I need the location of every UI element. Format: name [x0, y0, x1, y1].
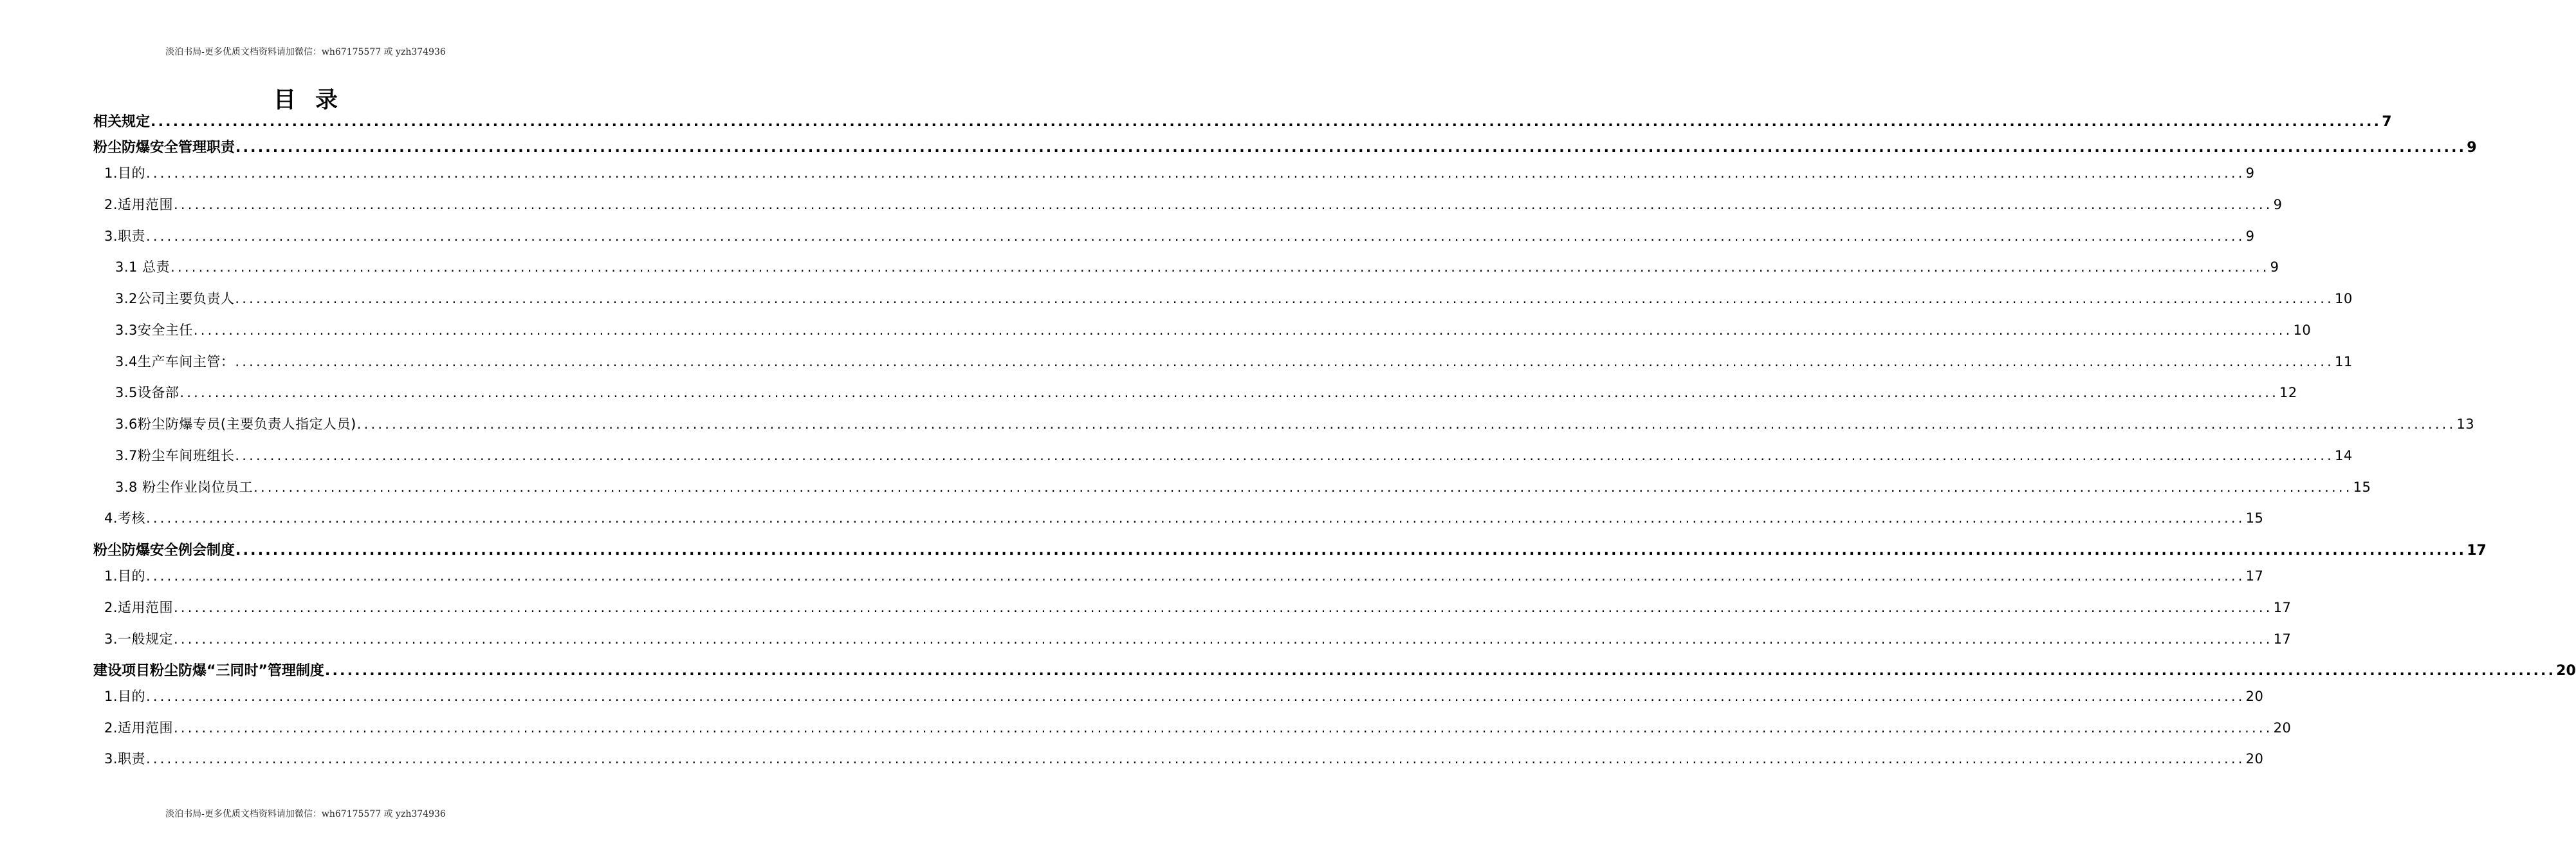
toc-entry-title: 2.适用范围: [104, 720, 174, 736]
toc-entry[interactable]: [115, 288, 2353, 314]
toc-entry[interactable]: [104, 508, 2264, 534]
toc-entry-title: 3.一般规定: [104, 631, 174, 647]
toc-entry[interactable]: [93, 111, 2392, 136]
toc-dot-leader: ............................................................................................................................................................................................................................................................................................................: [146, 165, 2245, 181]
toc-dot-leader: ............................................................................................................................................................................................................................................................................................................: [174, 720, 2273, 736]
toc-entry-title: 3.2公司主要负责人: [115, 291, 235, 306]
toc-entry-page-number: 7: [2382, 114, 2392, 130]
toc-dot-leader: ............................................................................................................................................................................................................................................................................................................: [146, 228, 2245, 244]
toc-dot-leader: ............................................................................................................................................................................................................................................................................................................: [174, 631, 2273, 647]
toc-entry-page-number: 20: [2556, 663, 2576, 679]
toc-entry-title: 相关规定: [93, 114, 151, 130]
toc-entry[interactable]: [104, 226, 2255, 252]
toc-dot-leader: ............................................................................................................................................................................................................................................................................................................: [170, 259, 2270, 275]
toc-entry-title: 3.3安全主任: [115, 322, 193, 338]
toc-entry-page-number: 12: [2279, 385, 2297, 400]
toc-entry[interactable]: [93, 539, 2487, 565]
toc-entry-title: 3.8 粉尘作业岗位员工: [115, 479, 253, 495]
toc-dot-leader: ............................................................................................................................................................................................................................................................................................................: [235, 543, 2467, 559]
toc-entry-title: 粉尘防爆安全管理职责: [93, 140, 235, 156]
toc-entry-title: 4.考核: [104, 510, 146, 526]
toc-entry[interactable]: [115, 351, 2353, 377]
toc-entry-title: 1.目的: [104, 689, 146, 704]
toc-entry[interactable]: [104, 686, 2264, 712]
toc-entry-page-number: 13: [2456, 416, 2475, 432]
toc-entry-page-number: 14: [2335, 448, 2353, 463]
toc-entry-title: 3.7粉尘车间班组长: [115, 448, 235, 463]
toc-entry[interactable]: [104, 718, 2292, 743]
toc-dot-leader: ............................................................................................................................................................................................................................................................................................................: [324, 663, 2556, 679]
toc-entry[interactable]: [104, 194, 2283, 220]
toc-entry[interactable]: [115, 477, 2371, 503]
page-title: 目录: [273, 88, 357, 113]
toc-entry-page-number: 9: [2270, 259, 2279, 275]
toc-entry-page-number: 10: [2335, 291, 2353, 306]
toc-entry-title: 3.职责: [104, 751, 146, 767]
toc-dot-leader: ............................................................................................................................................................................................................................................................................................................: [174, 600, 2273, 615]
toc-dot-leader: ............................................................................................................................................................................................................................................................................................................: [174, 197, 2273, 212]
toc-dot-leader: ............................................................................................................................................................................................................................................................................................................: [193, 322, 2293, 338]
toc-dot-leader: ............................................................................................................................................................................................................................................................................................................: [235, 448, 2334, 463]
toc-entry-title: 1.目的: [104, 568, 146, 584]
page-footer: 淡泊书局-更多优质文档资料请加微信：wh67175577 或 yzh374936: [165, 809, 446, 819]
toc-entry-page-number: 20: [2245, 751, 2264, 767]
toc-dot-leader: ............................................................................................................................................................................................................................................................................................................: [253, 479, 2353, 495]
toc-entry[interactable]: [115, 257, 2279, 283]
toc-entry[interactable]: [104, 163, 2255, 189]
toc-entry-title: 1.目的: [104, 165, 146, 181]
toc-dot-leader: ............................................................................................................................................................................................................................................................................................................: [356, 416, 2456, 432]
toc-entry-page-number: 17: [2273, 631, 2292, 647]
toc-entry-page-number: 9: [2467, 140, 2477, 156]
toc-entry-page-number: 20: [2245, 689, 2264, 704]
toc-entry-page-number: 17: [2273, 600, 2292, 615]
toc-dot-leader: ............................................................................................................................................................................................................................................................................................................: [146, 751, 2245, 767]
toc-entry-title: 3.5设备部: [115, 385, 179, 400]
toc-entry[interactable]: [93, 136, 2477, 162]
toc-entry-page-number: 15: [2245, 510, 2264, 526]
toc-entry-page-number: 17: [2245, 568, 2264, 584]
toc-entry-page-number: 9: [2245, 228, 2255, 244]
toc-entry-title: 3.4生产车间主管：: [115, 354, 235, 369]
toc-entry[interactable]: [115, 414, 2475, 440]
toc-entry-page-number: 10: [2293, 322, 2312, 338]
toc-entry-page-number: 9: [2245, 165, 2255, 181]
toc-entry-title: 3.6粉尘防爆专员(主要负责人指定人员): [115, 416, 356, 432]
toc-entry-title: 建设项目粉尘防爆“三同时”管理制度: [93, 663, 324, 679]
toc-entry-title: 2.适用范围: [104, 600, 174, 615]
toc-entry-page-number: 20: [2273, 720, 2292, 736]
page-header: 淡泊书局-更多优质文档资料请加微信：wh67175577 或 yzh374936: [165, 47, 446, 57]
toc-entry-title: 粉尘防爆安全例会制度: [93, 543, 235, 559]
toc-dot-leader: ............................................................................................................................................................................................................................................................................................................: [179, 385, 2279, 400]
toc-dot-leader: ............................................................................................................................................................................................................................................................................................................: [146, 568, 2245, 584]
toc-entry[interactable]: [115, 320, 2312, 346]
toc-entry-title: 3.1 总责: [115, 259, 170, 275]
toc-entry-page-number: 17: [2467, 543, 2487, 559]
toc-entry[interactable]: [104, 749, 2264, 774]
toc-entry[interactable]: [115, 445, 2353, 471]
toc-entry-title: 2.适用范围: [104, 197, 174, 212]
toc-entry[interactable]: [93, 660, 2576, 685]
toc-dot-leader: ............................................................................................................................................................................................................................................................................................................: [146, 510, 2245, 526]
toc-dot-leader: ............................................................................................................................................................................................................................................................................................................: [146, 689, 2245, 704]
toc-entry-page-number: 11: [2335, 354, 2353, 369]
toc-entry[interactable]: [115, 382, 2297, 408]
toc-entry[interactable]: [104, 566, 2264, 591]
toc-dot-leader: ............................................................................................................................................................................................................................................................................................................: [235, 354, 2334, 369]
toc-entry[interactable]: [104, 629, 2292, 655]
toc-dot-leader: ............................................................................................................................................................................................................................................................................................................: [235, 140, 2467, 156]
toc-dot-leader: ............................................................................................................................................................................................................................................................................................................: [151, 114, 2382, 130]
toc-entry[interactable]: [104, 597, 2292, 623]
toc-entry-page-number: 9: [2273, 197, 2283, 212]
toc-dot-leader: ............................................................................................................................................................................................................................................................................................................: [235, 291, 2334, 306]
toc-entry-title: 3.职责: [104, 228, 146, 244]
toc-entry-page-number: 15: [2353, 479, 2371, 495]
